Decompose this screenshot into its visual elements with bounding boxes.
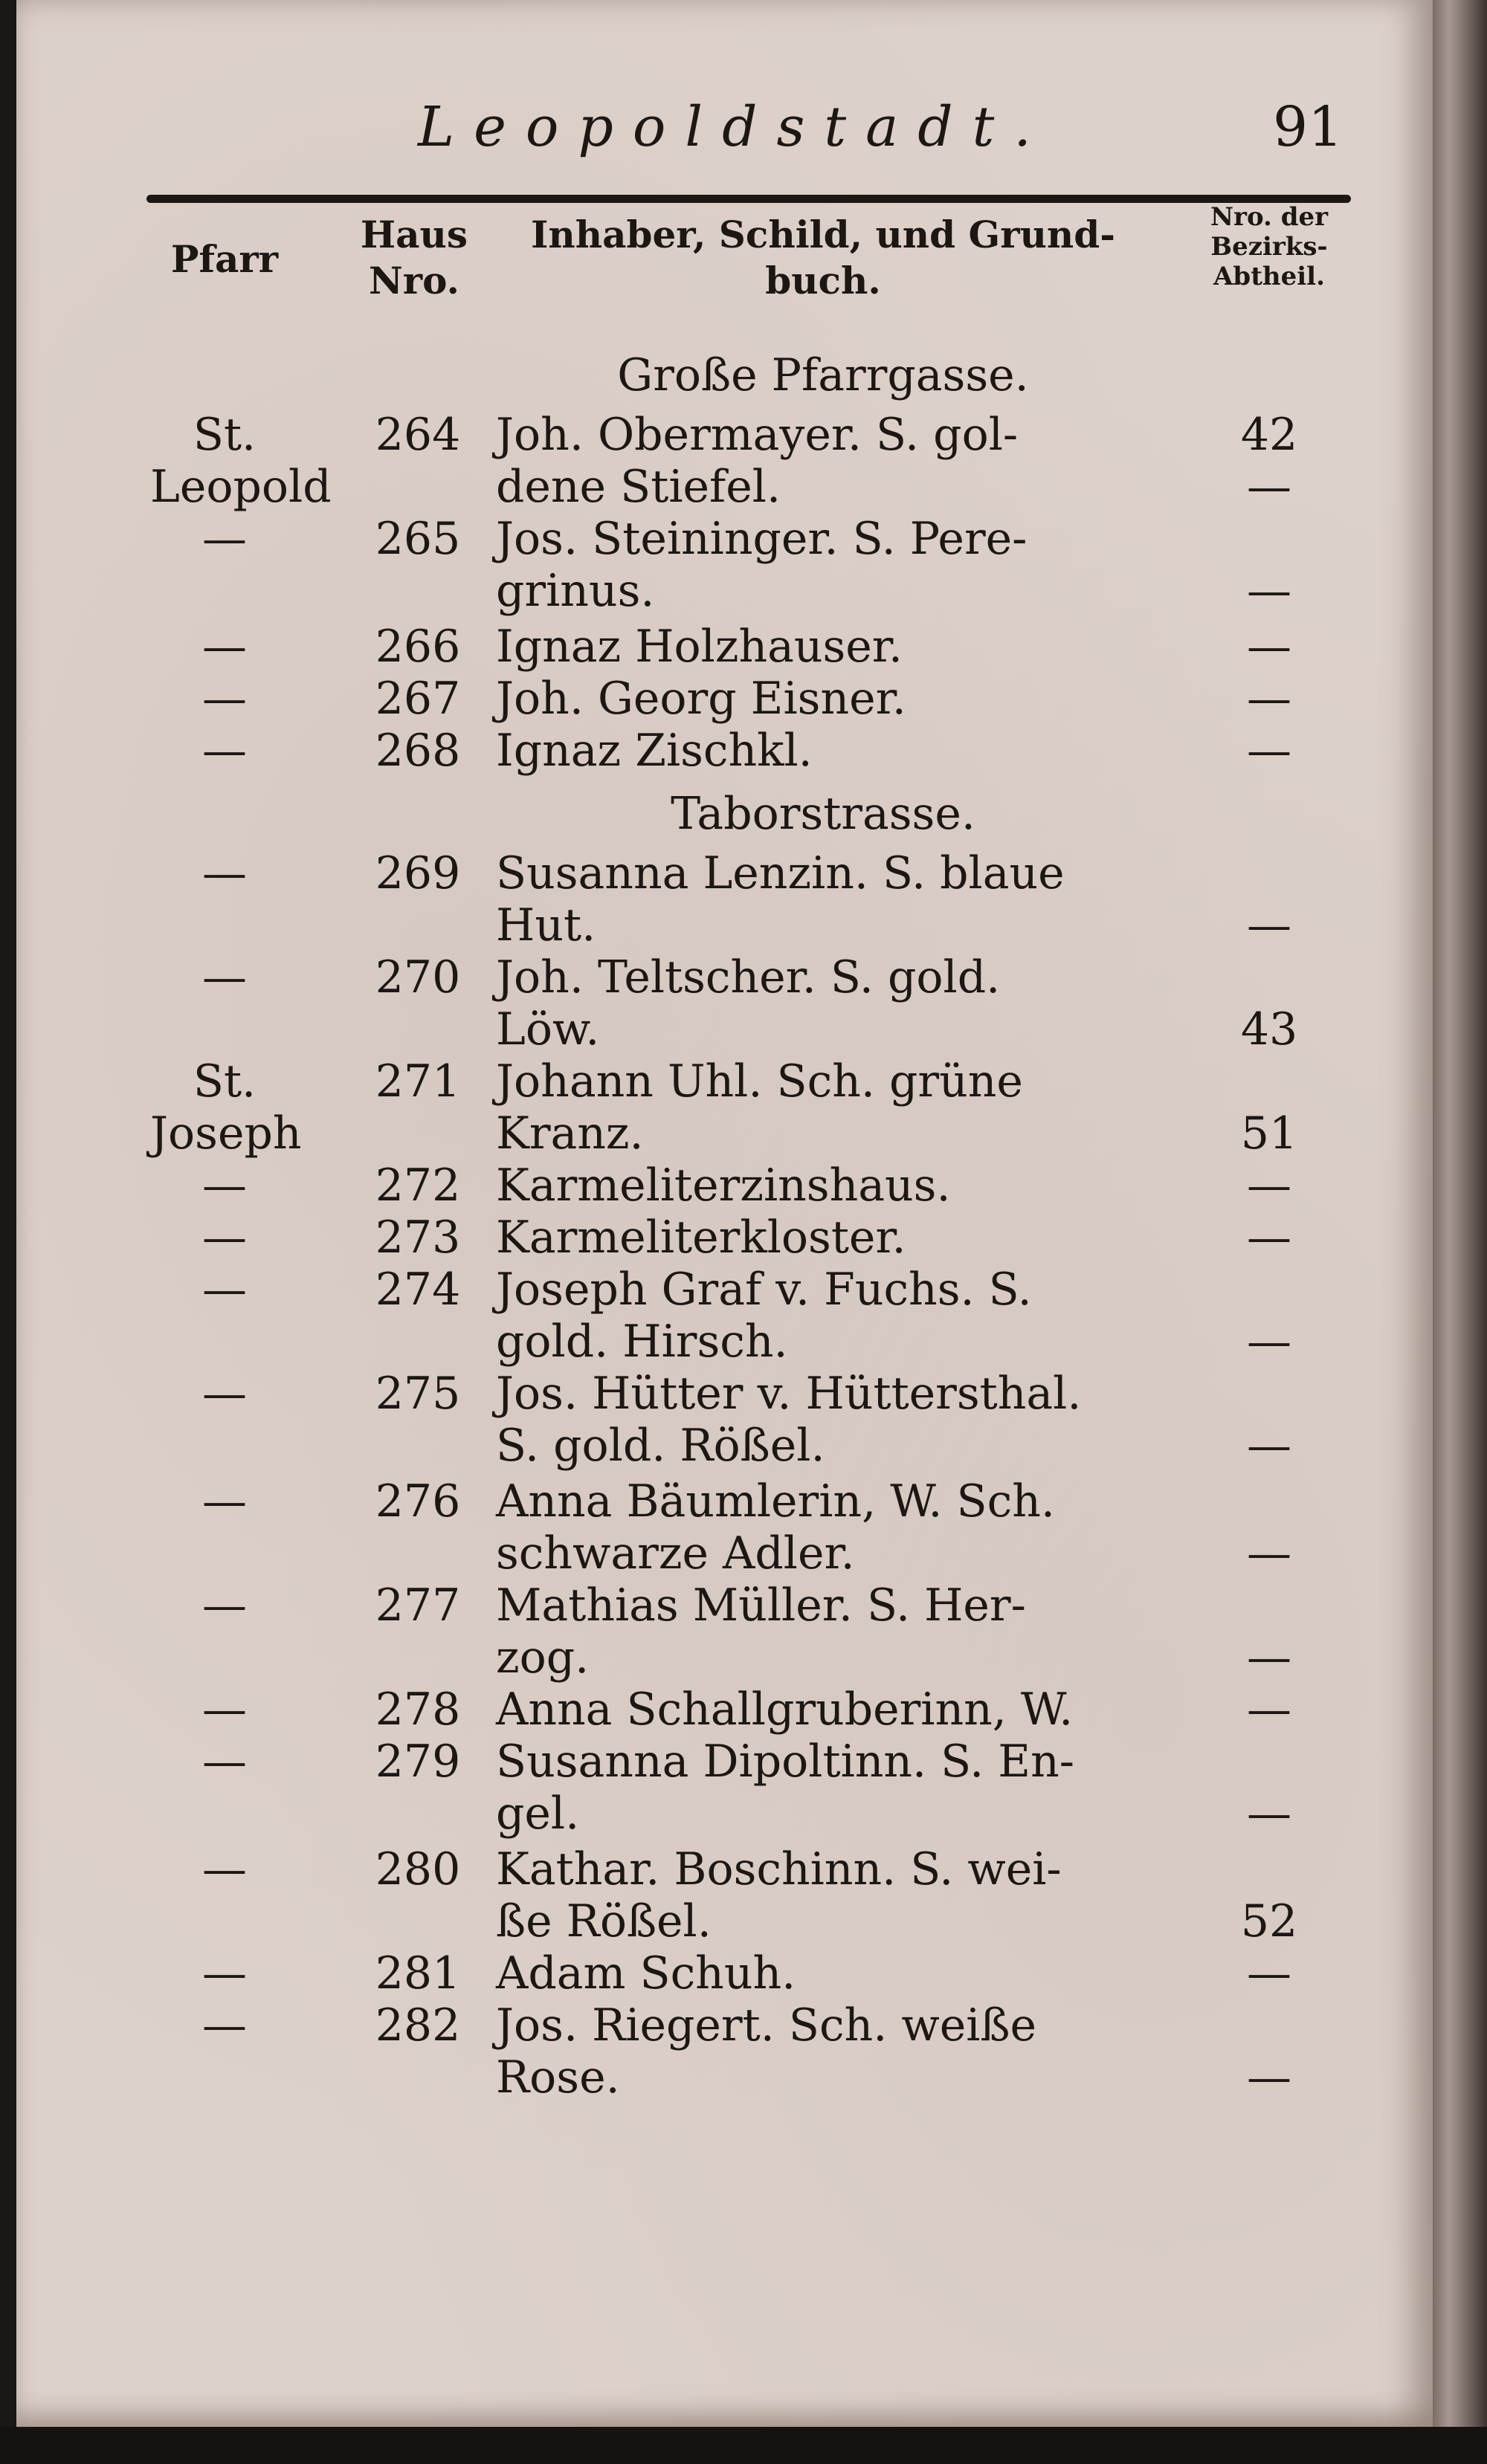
column-header-district (1176, 202, 1362, 291)
table-row (16, 2051, 1433, 2104)
table-row (16, 1055, 1433, 1107)
header-rule (146, 195, 1351, 203)
table-row (16, 1632, 1433, 1684)
cell-district: — (1247, 2051, 1291, 2104)
table-row (16, 1999, 1433, 2051)
cell-owner: Anna Bäumlerin, W. Sch. (496, 1475, 1055, 1527)
cell-haus: 274 (375, 1264, 461, 1316)
cell-owner: gold. Hirsch. (496, 1316, 788, 1368)
table-row (16, 1160, 1433, 1212)
cell-owner: Hut. (496, 899, 596, 951)
street-heading-grosse-pfarrgasse: Große Pfarrgasse. (617, 349, 1029, 401)
cell-haus: 269 (375, 847, 461, 899)
cell-parish: Joseph (150, 1107, 302, 1160)
cell-parish: Leopold (150, 461, 332, 513)
cell-district: 43 (1240, 1003, 1298, 1055)
bottom-shadow (0, 2427, 1487, 2464)
table-row (16, 621, 1433, 673)
cell-district: — (1247, 1684, 1291, 1736)
cell-parish: — (202, 1264, 247, 1316)
cell-parish: — (202, 1212, 247, 1264)
cell-parish: — (202, 1579, 247, 1632)
cell-district: — (1247, 1947, 1291, 1999)
table-row (16, 461, 1433, 513)
cell-owner: Joseph Graf v. Fuchs. S. (496, 1264, 1032, 1316)
cell-owner: Joh. Obermayer. S. gol- (496, 409, 1019, 461)
table-row (16, 899, 1433, 951)
cell-haus: 273 (375, 1212, 461, 1264)
cell-owner: Kathar. Boschinn. S. wei- (496, 1843, 1062, 1895)
table-row (16, 1212, 1433, 1264)
column-header-haus-line2: Nro. (369, 259, 459, 303)
table-row (16, 1368, 1433, 1420)
cell-parish: — (202, 673, 247, 725)
cell-owner: Jos. Hütter v. Hüttersthal. (496, 1368, 1082, 1420)
table-row (16, 1420, 1433, 1472)
cell-district: — (1247, 1527, 1291, 1579)
cell-haus: 278 (375, 1684, 461, 1736)
cell-parish: — (202, 1368, 247, 1420)
table-row (16, 725, 1433, 777)
cell-parish: — (202, 1843, 247, 1895)
cell-district: 42 (1240, 409, 1298, 461)
cell-parish: — (202, 621, 247, 673)
street-heading-taborstrasse: Taborstrasse. (671, 788, 975, 840)
cell-haus: 265 (375, 513, 461, 565)
cell-parish: St. (193, 1055, 257, 1107)
running-title: Leopoldstadt. (418, 95, 1051, 159)
cell-owner: Susanna Lenzin. S. blaue (496, 847, 1065, 899)
cell-haus: 267 (375, 673, 461, 725)
column-header-district-line3: Abtheil. (1213, 262, 1325, 291)
table-row (16, 1843, 1433, 1895)
cell-owner: Ignaz Holzhauser. (496, 621, 903, 673)
cell-owner: Jos. Steininger. S. Pere- (496, 513, 1028, 565)
cell-district: 51 (1240, 1107, 1298, 1160)
cell-parish: — (202, 1947, 247, 1999)
cell-owner: Mathias Müller. S. Her- (496, 1579, 1026, 1632)
table-row (16, 565, 1433, 617)
table-row (16, 673, 1433, 725)
column-header-owner-line2: buch. (765, 259, 881, 303)
cell-owner: Joh. Teltscher. S. gold. (496, 951, 1001, 1003)
cell-owner: Joh. Georg Eisner. (496, 673, 906, 725)
cell-owner: Susanna Dipoltinn. S. En- (496, 1736, 1075, 1788)
cell-parish: — (202, 513, 247, 565)
table-row (16, 1003, 1433, 1055)
cell-owner: Karmeliterzinshaus. (496, 1160, 951, 1212)
cell-district: — (1247, 1212, 1291, 1264)
cell-district: — (1247, 1632, 1291, 1684)
cell-parish: — (202, 1475, 247, 1527)
cell-district: — (1247, 1160, 1291, 1212)
cell-owner: Jos. Riegert. Sch. weiße (496, 1999, 1036, 2051)
cell-owner: gel. (496, 1788, 580, 1840)
cell-owner: dene Stiefel. (496, 461, 781, 513)
cell-district: 52 (1240, 1895, 1298, 1947)
cell-haus: 277 (375, 1579, 461, 1632)
cell-district: — (1247, 725, 1291, 777)
cell-haus: 279 (375, 1736, 461, 1788)
cell-owner: zog. (496, 1632, 590, 1684)
cell-haus: 264 (375, 409, 461, 461)
cell-haus: 270 (375, 951, 461, 1003)
cell-district: — (1247, 899, 1291, 951)
cell-haus: 280 (375, 1843, 461, 1895)
cell-owner: Adam Schuh. (496, 1947, 796, 1999)
cell-parish: — (202, 1736, 247, 1788)
table-row (16, 847, 1433, 899)
cell-owner: Johann Uhl. Sch. grüne (496, 1055, 1023, 1107)
cell-haus: 282 (375, 1999, 461, 2051)
cell-owner: Kranz. (496, 1107, 644, 1160)
table-row (16, 1316, 1433, 1368)
table-row (16, 513, 1433, 565)
table-row (16, 1107, 1433, 1160)
cell-haus: 268 (375, 725, 461, 777)
table-row (16, 1684, 1433, 1736)
column-header-district-line2: Bezirks- (1210, 232, 1328, 262)
cell-owner: Rose. (496, 2051, 620, 2104)
cell-haus: 271 (375, 1055, 461, 1107)
table-row (16, 1475, 1433, 1527)
cell-parish: — (202, 1160, 247, 1212)
column-header-owner (496, 212, 1150, 304)
table-row (16, 409, 1433, 461)
cell-haus: 275 (375, 1368, 461, 1420)
cell-haus: 272 (375, 1160, 461, 1212)
column-header-owner-line1: Inhaber, Schild, und Grund- (531, 213, 1115, 256)
cell-parish: — (202, 1999, 247, 2051)
table-row (16, 1788, 1433, 1840)
cell-owner: S. gold. Rößel. (496, 1420, 825, 1472)
cell-owner: Karmeliterkloster. (496, 1212, 906, 1264)
cell-district: — (1247, 565, 1291, 617)
cell-district: — (1247, 461, 1291, 513)
cell-owner: Ignaz Zischkl. (496, 725, 813, 777)
cell-parish: — (202, 1684, 247, 1736)
page-number: 91 (1273, 95, 1344, 159)
cell-parish: — (202, 725, 247, 777)
table-row (16, 1527, 1433, 1579)
cell-parish: St. (193, 409, 257, 461)
cell-haus: 276 (375, 1475, 461, 1527)
cell-owner: schwarze Adler. (496, 1527, 855, 1579)
cell-parish: — (202, 847, 247, 899)
table-row (16, 1264, 1433, 1316)
column-header-parish: Pfarr (170, 237, 279, 281)
cell-owner: Löw. (496, 1003, 600, 1055)
table-row (16, 1947, 1433, 1999)
column-header-district-line1: Nro. der (1210, 202, 1329, 232)
cell-district: — (1247, 673, 1291, 725)
table-row (16, 1895, 1433, 1947)
cell-owner: Anna Schallgruberinn, W. (496, 1684, 1074, 1736)
page-edge (1433, 0, 1487, 2464)
cell-haus: 266 (375, 621, 461, 673)
column-header-haus (336, 212, 492, 304)
book-page (16, 0, 1433, 2427)
cell-haus: 281 (375, 1947, 461, 1999)
table-row (16, 951, 1433, 1003)
cell-district: — (1247, 1316, 1291, 1368)
table-row (16, 1579, 1433, 1632)
cell-district: — (1247, 621, 1291, 673)
cell-parish: — (202, 951, 247, 1003)
column-header-haus-line1: Haus (360, 213, 468, 256)
cell-owner: ße Rößel. (496, 1895, 712, 1947)
cell-district: — (1247, 1420, 1291, 1472)
table-row (16, 1736, 1433, 1788)
cell-district: — (1247, 1788, 1291, 1840)
cell-owner: grinus. (496, 565, 655, 617)
